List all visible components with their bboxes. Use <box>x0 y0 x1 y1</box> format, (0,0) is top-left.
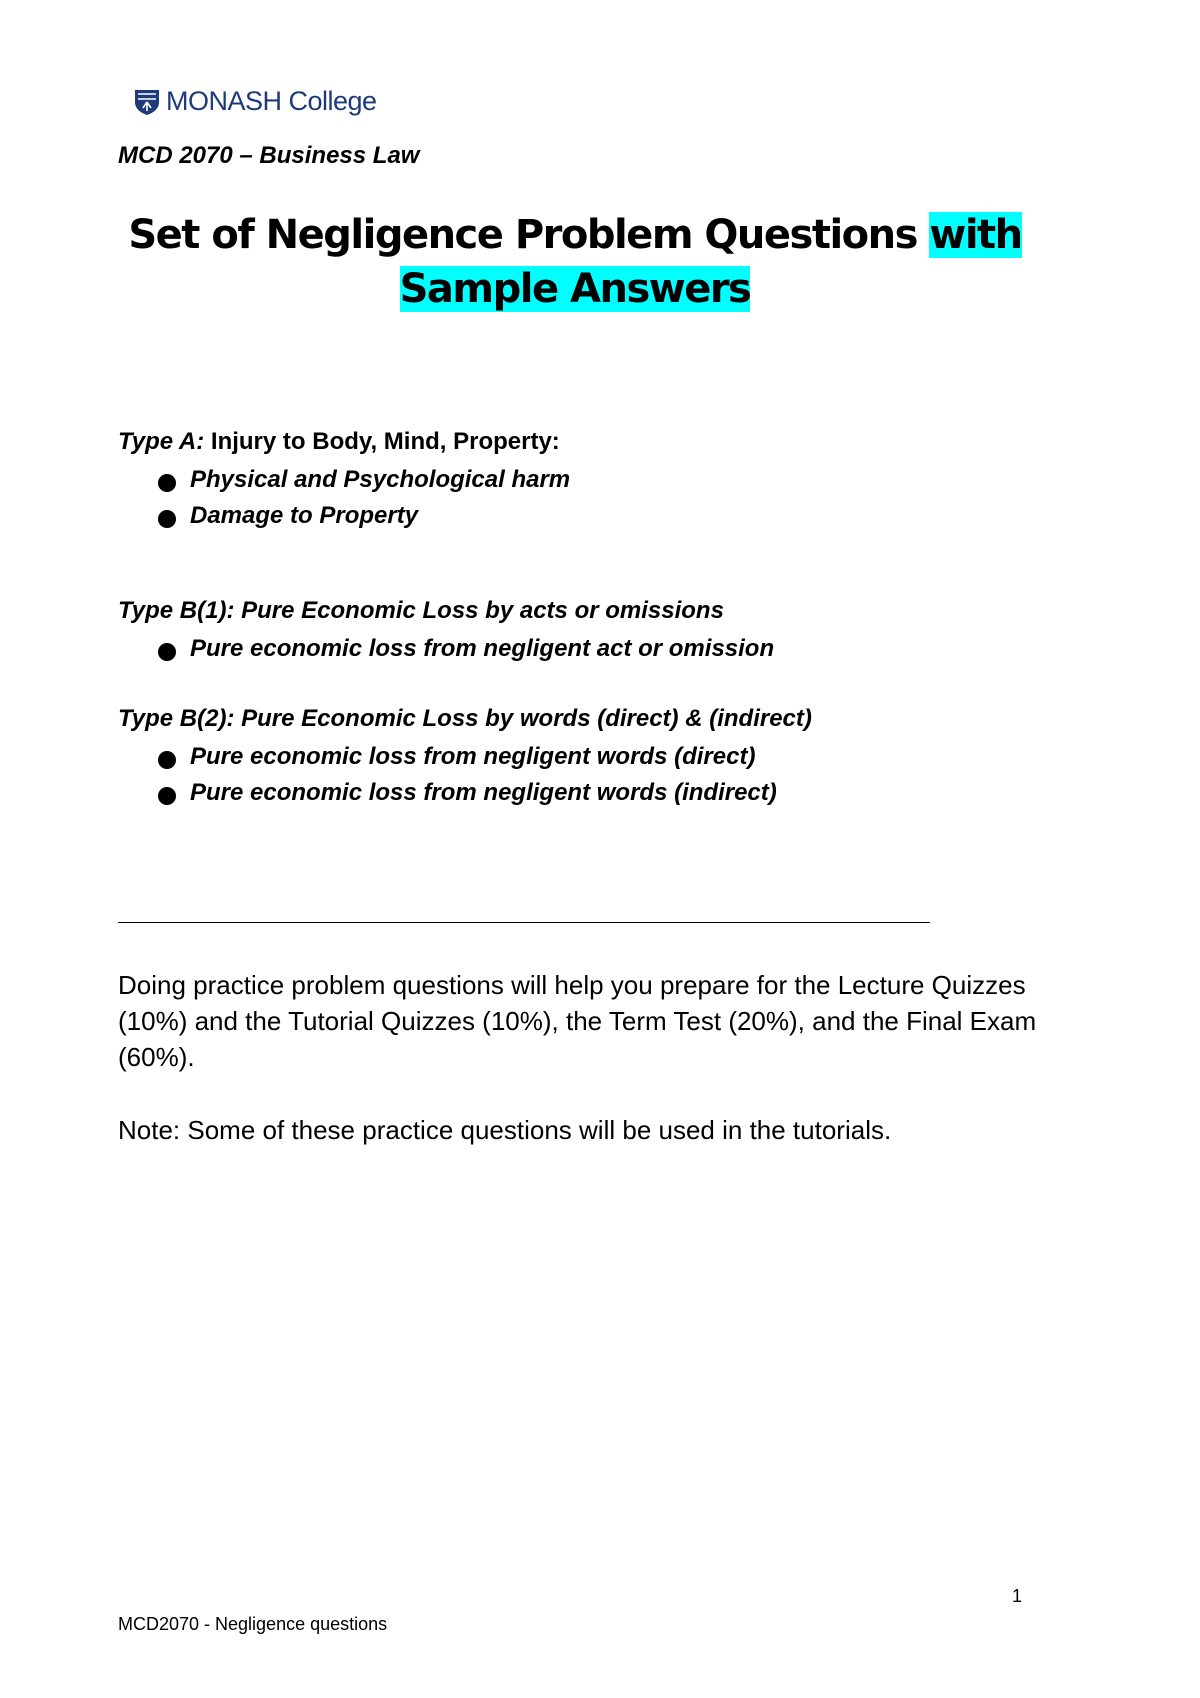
type-a-heading <box>118 428 560 456</box>
footer-text: MCD2070 - Negligence questions <box>118 1614 388 1634</box>
list-item <box>152 775 777 811</box>
title-highlight-2: Sample Answers <box>399 266 751 312</box>
intro-paragraph: Doing practice problem questions will help you prepare for the Lecture Quizzes (10%) and the Tutorial Quizzes (10%), the Term Test (20%), and the Final Exam (60%). <box>118 970 1037 1072</box>
type-b1-heading: Type B(1): Pure Economic Loss by acts or omissions <box>118 597 724 624</box>
list-item <box>152 739 777 775</box>
logo-text: MONASH College <box>166 86 377 116</box>
type-b2-list <box>152 739 777 811</box>
type-a-list <box>152 462 570 534</box>
note-paragraph: Note: Some of these practice questions will be used in the tutorials. <box>118 1115 892 1145</box>
type-a-heading-text: Injury to Body, Mind, Property: <box>204 428 560 455</box>
title-highlight-1: with <box>929 212 1022 258</box>
course-title: MCD 2070 – Business Law <box>118 142 420 169</box>
list-item <box>152 498 570 534</box>
list-item <box>152 631 774 667</box>
monash-college-logo <box>134 86 377 117</box>
document-title <box>0 208 1150 316</box>
list-item-text: Pure economic loss from negligent words (direct) <box>190 743 756 770</box>
bullet-icon <box>158 787 176 805</box>
bullet-icon <box>158 751 176 769</box>
bullet-icon <box>158 474 176 492</box>
type-b2-heading: Type B(2): Pure Economic Loss by words (direct) & (indirect) <box>118 705 812 732</box>
title-text: Set of Negligence Problem Questions <box>128 212 930 258</box>
list-item-text: Physical and Psychological harm <box>190 466 571 493</box>
list-item-text: Pure economic loss from negligent act or omission <box>190 635 775 662</box>
type-a-label: Type A: <box>118 428 205 455</box>
list-item-text: Pure economic loss from negligent words (indirect) <box>190 779 777 806</box>
list-item <box>152 462 570 498</box>
page-number: 1 <box>1012 1586 1023 1606</box>
crest-icon <box>134 88 160 116</box>
type-b1-list <box>152 631 774 667</box>
bullet-icon <box>158 510 176 528</box>
list-item-text: Damage to Property <box>190 502 419 529</box>
horizontal-divider <box>118 922 930 923</box>
bullet-icon <box>158 643 176 661</box>
